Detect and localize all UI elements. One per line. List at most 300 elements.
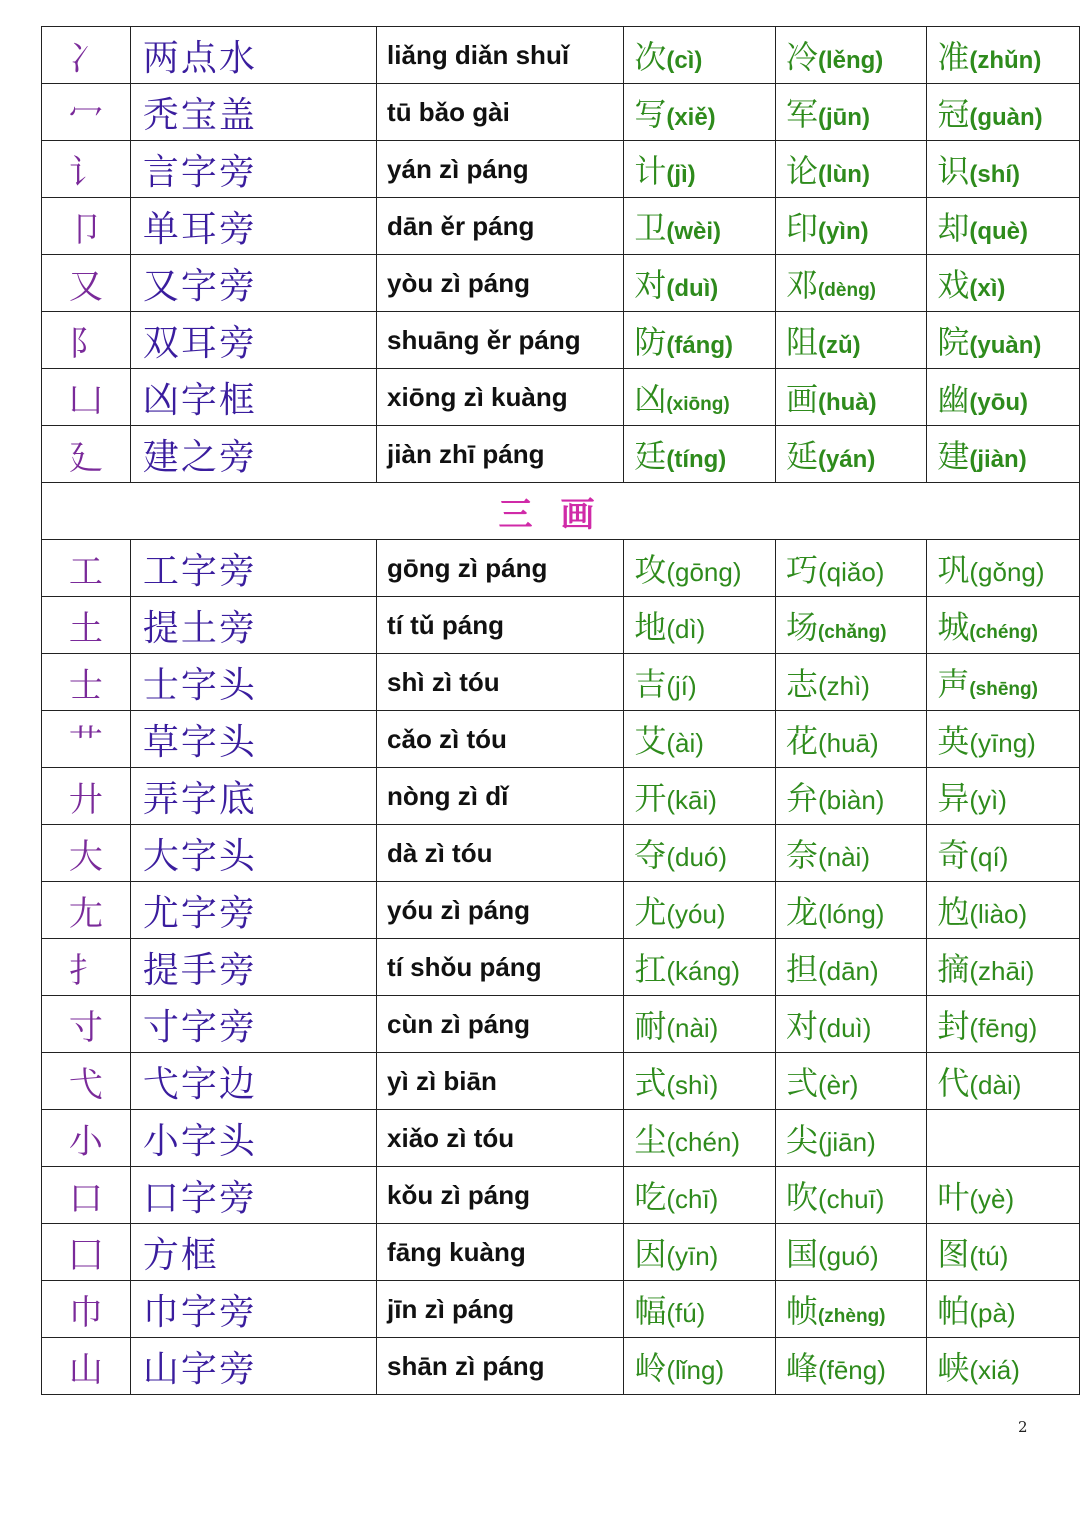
radical-pinyin-cell: fāng kuàng xyxy=(377,1224,624,1281)
example-cell xyxy=(775,654,926,711)
radical-pinyin-cell: kǒu zì páng xyxy=(377,1167,624,1224)
example-character: 图 xyxy=(937,1235,970,1273)
example-pinyin: (yè) xyxy=(969,1184,1015,1214)
example-character: 场 xyxy=(785,608,818,646)
radical-pinyin-cell: shān zì páng xyxy=(377,1338,624,1395)
example-pinyin: (káng) xyxy=(666,956,741,986)
example-character: 巩 xyxy=(937,551,970,589)
example-character: 吹 xyxy=(785,1178,818,1216)
example-cell xyxy=(775,1338,926,1395)
example-pinyin: (zhèng) xyxy=(817,1306,886,1327)
table-row xyxy=(42,996,1080,1053)
radical-name-cell: 山字旁 xyxy=(130,1338,376,1395)
table-row xyxy=(42,768,1080,825)
radical-cell: 廾 xyxy=(42,768,131,825)
example-character: 摘 xyxy=(937,950,970,988)
example-cell xyxy=(775,141,926,198)
example-character: 对 xyxy=(634,266,667,304)
example-pinyin: (duì) xyxy=(817,1013,872,1043)
example-cell xyxy=(775,882,926,939)
example-character: 冠 xyxy=(937,95,970,133)
page-number: 2 xyxy=(1018,1418,1028,1436)
radical-name-cell: 弋字边 xyxy=(130,1053,376,1110)
example-pinyin: (xiá) xyxy=(969,1355,1020,1385)
example-cell xyxy=(624,426,776,483)
example-character: 封 xyxy=(937,1007,970,1045)
example-cell xyxy=(775,1167,926,1224)
example-pinyin: (zhì) xyxy=(817,671,870,701)
radical-name-cell: 建之旁 xyxy=(130,426,376,483)
example-cell xyxy=(775,84,926,141)
example-pinyin: (chuī) xyxy=(817,1184,885,1214)
table-row xyxy=(42,540,1080,597)
example-cell xyxy=(927,939,1080,996)
radical-name-cell: 口字旁 xyxy=(130,1167,376,1224)
example-character: 幽 xyxy=(937,380,970,418)
example-cell xyxy=(624,255,776,312)
example-pinyin: (chén) xyxy=(666,1127,741,1157)
example-pinyin: (tú) xyxy=(969,1241,1009,1271)
radical-name-cell: 大字头 xyxy=(130,825,376,882)
example-pinyin: (liào) xyxy=(969,899,1028,929)
example-cell xyxy=(624,1281,776,1338)
table-row xyxy=(42,312,1080,369)
section-header: 三画 xyxy=(42,483,1080,540)
example-cell xyxy=(624,825,776,882)
example-cell xyxy=(927,84,1080,141)
table-row xyxy=(42,369,1080,426)
example-cell xyxy=(624,882,776,939)
radical-cell: 艹 xyxy=(42,711,131,768)
example-pinyin: (gǒng) xyxy=(969,557,1045,587)
example-cell xyxy=(775,996,926,1053)
example-cell xyxy=(624,1224,776,1281)
example-cell xyxy=(624,540,776,597)
example-character: 吃 xyxy=(634,1178,667,1216)
example-pinyin: (jí) xyxy=(666,671,697,701)
example-cell xyxy=(624,1053,776,1110)
example-pinyin: (yōu) xyxy=(969,389,1029,416)
example-cell xyxy=(927,1167,1080,1224)
example-character: 军 xyxy=(785,95,818,133)
radical-cell: 廴 xyxy=(42,426,131,483)
example-pinyin: (guó) xyxy=(817,1241,879,1271)
table-row xyxy=(42,711,1080,768)
example-pinyin: (qí) xyxy=(969,842,1009,872)
radical-pinyin-cell: tū bǎo gài xyxy=(377,84,624,141)
example-cell xyxy=(927,1338,1080,1395)
example-character: 阻 xyxy=(785,323,818,361)
example-pinyin: (pà) xyxy=(969,1298,1016,1328)
radical-cell: 凵 xyxy=(42,369,131,426)
table-row xyxy=(42,825,1080,882)
example-cell xyxy=(624,1338,776,1395)
example-pinyin: (shí) xyxy=(969,161,1021,188)
example-character: 尥 xyxy=(937,893,970,931)
example-pinyin: (dèng) xyxy=(817,280,877,301)
example-character: 印 xyxy=(785,209,818,247)
example-cell xyxy=(927,597,1080,654)
example-character: 戏 xyxy=(937,266,970,304)
example-cell xyxy=(927,27,1080,84)
example-pinyin: (shì) xyxy=(666,1070,719,1100)
example-cell xyxy=(775,825,926,882)
example-pinyin: (wèi) xyxy=(666,218,721,245)
example-character: 对 xyxy=(785,1007,818,1045)
example-character: 代 xyxy=(937,1064,970,1102)
example-cell xyxy=(775,1053,926,1110)
radical-name-cell: 工字旁 xyxy=(130,540,376,597)
example-cell xyxy=(927,654,1080,711)
example-character: 峡 xyxy=(937,1349,970,1387)
radical-pinyin-cell: tí shǒu páng xyxy=(377,939,624,996)
example-pinyin: (cì) xyxy=(666,47,703,74)
table-row xyxy=(42,1224,1080,1281)
example-cell xyxy=(624,27,776,84)
radical-name-cell: 单耳旁 xyxy=(130,198,376,255)
example-pinyin: (dān) xyxy=(817,956,879,986)
example-cell xyxy=(927,711,1080,768)
example-pinyin: (lǐng) xyxy=(666,1355,725,1385)
example-pinyin: (tíng) xyxy=(666,446,727,473)
example-character: 国 xyxy=(785,1235,818,1273)
radical-cell: 小 xyxy=(42,1110,131,1167)
example-cell xyxy=(624,312,776,369)
radical-name-cell: 提手旁 xyxy=(130,939,376,996)
example-pinyin: (duó) xyxy=(666,842,728,872)
example-character: 地 xyxy=(634,608,667,646)
example-pinyin: (jiān) xyxy=(817,1127,876,1157)
radical-cell: 冖 xyxy=(42,84,131,141)
example-character: 延 xyxy=(785,437,818,475)
example-cell xyxy=(927,426,1080,483)
example-character: 论 xyxy=(785,152,818,190)
radical-pinyin-cell: yòu zì páng xyxy=(377,255,624,312)
example-character: 城 xyxy=(937,608,970,646)
radical-pinyin-cell: jiàn zhī páng xyxy=(377,426,624,483)
radical-pinyin-cell: dān ěr páng xyxy=(377,198,624,255)
radical-name-cell: 凶字框 xyxy=(130,369,376,426)
example-pinyin: (yīn) xyxy=(666,1241,719,1271)
radical-pinyin-cell: tí tǔ páng xyxy=(377,597,624,654)
example-cell xyxy=(775,1281,926,1338)
example-character: 尘 xyxy=(634,1121,667,1159)
example-pinyin: (lóng) xyxy=(817,899,885,929)
example-character: 尤 xyxy=(634,893,667,931)
example-character: 奈 xyxy=(785,836,818,874)
example-character: 画 xyxy=(785,380,818,418)
radical-table xyxy=(41,26,1080,1395)
example-character: 建 xyxy=(937,437,970,475)
example-character: 尖 xyxy=(785,1121,818,1159)
section-header-row xyxy=(42,483,1080,540)
example-cell xyxy=(775,27,926,84)
radical-cell: 阝 xyxy=(42,312,131,369)
example-cell xyxy=(927,198,1080,255)
example-pinyin: (yīng) xyxy=(969,728,1036,758)
example-cell xyxy=(927,312,1080,369)
example-cell xyxy=(927,768,1080,825)
table-row xyxy=(42,597,1080,654)
example-pinyin: (zǔ) xyxy=(817,332,861,359)
example-character: 邓 xyxy=(785,266,818,304)
radical-pinyin-cell: cùn zì páng xyxy=(377,996,624,1053)
example-character: 帧 xyxy=(785,1292,818,1330)
example-cell xyxy=(775,1224,926,1281)
radical-pinyin-cell: yóu zì páng xyxy=(377,882,624,939)
radical-pinyin-cell: xiǎo zì tóu xyxy=(377,1110,624,1167)
example-cell xyxy=(927,882,1080,939)
example-character: 却 xyxy=(937,209,970,247)
example-pinyin: (fú) xyxy=(666,1298,706,1328)
radical-name-cell: 双耳旁 xyxy=(130,312,376,369)
table-row xyxy=(42,255,1080,312)
example-pinyin: (fēng) xyxy=(817,1355,886,1385)
radical-name-cell: 方框 xyxy=(130,1224,376,1281)
radical-cell: 口 xyxy=(42,1167,131,1224)
example-pinyin: (fēng) xyxy=(969,1013,1038,1043)
radical-cell: 弋 xyxy=(42,1053,131,1110)
example-pinyin: (shēng) xyxy=(969,679,1038,700)
example-cell xyxy=(775,1110,926,1167)
example-cell xyxy=(624,996,776,1053)
radical-cell: 土 xyxy=(42,597,131,654)
radical-cell: 扌 xyxy=(42,939,131,996)
example-cell xyxy=(624,141,776,198)
radical-cell: 巾 xyxy=(42,1281,131,1338)
radical-pinyin-cell: xiōng zì kuàng xyxy=(377,369,624,426)
example-character: 计 xyxy=(634,152,667,190)
radical-pinyin-cell: shì zì tóu xyxy=(377,654,624,711)
example-cell xyxy=(624,1167,776,1224)
example-pinyin: (jì) xyxy=(666,161,696,188)
table-row xyxy=(42,654,1080,711)
radical-cell: 尢 xyxy=(42,882,131,939)
example-pinyin: (yì) xyxy=(969,785,1007,815)
example-character: 志 xyxy=(785,665,818,703)
example-cell xyxy=(775,768,926,825)
example-cell xyxy=(927,996,1080,1053)
radical-cell: 士 xyxy=(42,654,131,711)
example-cell xyxy=(775,198,926,255)
example-character: 奇 xyxy=(937,836,970,874)
radical-cell: 大 xyxy=(42,825,131,882)
table-row xyxy=(42,1110,1080,1167)
radical-pinyin-cell: yán zì páng xyxy=(377,141,624,198)
example-pinyin: (kāi) xyxy=(666,785,717,815)
example-pinyin: (nài) xyxy=(817,842,870,872)
table-row xyxy=(42,84,1080,141)
example-character: 院 xyxy=(937,323,970,361)
radical-cell: 山 xyxy=(42,1338,131,1395)
example-cell xyxy=(927,369,1080,426)
example-pinyin: (lěng) xyxy=(817,47,884,74)
example-character: 写 xyxy=(634,95,667,133)
radical-table-body xyxy=(42,27,1080,1395)
table-row xyxy=(42,1338,1080,1395)
example-cell xyxy=(927,540,1080,597)
example-cell xyxy=(927,825,1080,882)
example-pinyin: (nài) xyxy=(666,1013,719,1043)
example-cell xyxy=(775,369,926,426)
example-character: 识 xyxy=(937,152,970,190)
table-row xyxy=(42,1281,1080,1338)
radical-cell: 工 xyxy=(42,540,131,597)
example-character: 叶 xyxy=(937,1178,970,1216)
radical-name-cell: 两点水 xyxy=(130,27,376,84)
radical-pinyin-cell: gōng zì páng xyxy=(377,540,624,597)
example-character: 幅 xyxy=(634,1292,667,1330)
table-row xyxy=(42,426,1080,483)
radical-pinyin-cell: dà zì tóu xyxy=(377,825,624,882)
example-character: 凶 xyxy=(634,380,667,418)
example-character: 扛 xyxy=(634,950,667,988)
example-character: 攻 xyxy=(634,551,667,589)
radical-cell: 又 xyxy=(42,255,131,312)
table-row xyxy=(42,1053,1080,1110)
example-character: 巧 xyxy=(785,551,818,589)
example-cell xyxy=(624,1110,776,1167)
example-pinyin: (qiǎo) xyxy=(817,557,885,587)
example-pinyin: (xiě) xyxy=(666,104,716,131)
example-cell xyxy=(775,255,926,312)
example-cell xyxy=(624,711,776,768)
example-cell xyxy=(624,939,776,996)
table-row xyxy=(42,141,1080,198)
radical-pinyin-cell: liǎng diǎn shuǐ xyxy=(377,27,624,84)
table-row xyxy=(42,1167,1080,1224)
example-pinyin: (ài) xyxy=(666,728,704,758)
example-character: 担 xyxy=(785,950,818,988)
example-character: 弁 xyxy=(785,779,818,817)
example-cell xyxy=(927,255,1080,312)
example-cell xyxy=(927,1224,1080,1281)
radical-name-cell: 言字旁 xyxy=(130,141,376,198)
example-cell xyxy=(624,198,776,255)
radical-name-cell: 巾字旁 xyxy=(130,1281,376,1338)
radical-cell: 寸 xyxy=(42,996,131,1053)
example-cell xyxy=(624,597,776,654)
example-character: 防 xyxy=(634,323,667,361)
example-cell xyxy=(624,84,776,141)
example-pinyin: (fáng) xyxy=(666,332,733,359)
example-character: 式 xyxy=(634,1064,667,1102)
radical-cell: 卩 xyxy=(42,198,131,255)
radical-pinyin-cell: cǎo zì tóu xyxy=(377,711,624,768)
example-pinyin: (huà) xyxy=(817,389,877,416)
example-character: 英 xyxy=(937,722,970,760)
example-character: 声 xyxy=(937,665,970,703)
example-cell xyxy=(927,1281,1080,1338)
radical-cell: 讠 xyxy=(42,141,131,198)
example-cell xyxy=(624,768,776,825)
radical-name-cell: 士字头 xyxy=(130,654,376,711)
example-pinyin: (guàn) xyxy=(969,104,1043,131)
example-pinyin: (chī) xyxy=(666,1184,719,1214)
example-character: 准 xyxy=(937,38,970,76)
example-character: 夺 xyxy=(634,836,667,874)
example-cell xyxy=(775,939,926,996)
radical-name-cell: 寸字旁 xyxy=(130,996,376,1053)
example-character: 龙 xyxy=(785,893,818,931)
example-character: 次 xyxy=(634,38,667,76)
example-pinyin: (gōng) xyxy=(666,557,742,587)
example-pinyin: (xì) xyxy=(969,275,1006,302)
radical-cell: 冫 xyxy=(42,27,131,84)
radical-cell: 囗 xyxy=(42,1224,131,1281)
example-cell xyxy=(624,369,776,426)
example-character: 弍 xyxy=(785,1064,818,1102)
example-cell xyxy=(927,141,1080,198)
example-pinyin: (yìn) xyxy=(817,218,869,245)
example-cell xyxy=(775,597,926,654)
example-pinyin: (zhāi) xyxy=(969,956,1035,986)
radical-pinyin-cell: jīn zì páng xyxy=(377,1281,624,1338)
radical-pinyin-cell: shuāng ěr páng xyxy=(377,312,624,369)
example-character: 开 xyxy=(634,779,667,817)
example-pinyin: (chéng) xyxy=(969,622,1038,643)
radical-name-cell: 秃宝盖 xyxy=(130,84,376,141)
example-pinyin: (dì) xyxy=(666,614,706,644)
example-pinyin: (jiàn) xyxy=(969,446,1027,473)
example-cell xyxy=(624,654,776,711)
example-character: 岭 xyxy=(634,1349,667,1387)
table-row xyxy=(42,198,1080,255)
example-pinyin: (dài) xyxy=(969,1070,1022,1100)
example-pinyin: (yóu) xyxy=(666,899,726,929)
example-pinyin: (duì) xyxy=(666,275,719,302)
example-pinyin: (chǎng) xyxy=(817,622,887,643)
example-pinyin: (lùn) xyxy=(817,161,870,188)
example-pinyin: (yán) xyxy=(817,446,876,473)
example-pinyin: (zhǔn) xyxy=(969,47,1042,74)
example-cell xyxy=(775,540,926,597)
example-cell xyxy=(775,426,926,483)
example-cell xyxy=(775,711,926,768)
example-character: 廷 xyxy=(634,437,667,475)
example-pinyin: (huā) xyxy=(817,728,879,758)
table-row xyxy=(42,939,1080,996)
example-pinyin: (jūn) xyxy=(817,104,870,131)
radical-pinyin-cell: nòng zì dǐ xyxy=(377,768,624,825)
radical-name-cell: 小字头 xyxy=(130,1110,376,1167)
example-pinyin: (xiōng) xyxy=(666,394,730,415)
example-pinyin: (èr) xyxy=(817,1070,859,1100)
example-pinyin: (yuàn) xyxy=(969,332,1042,359)
example-pinyin: (biàn) xyxy=(817,785,885,815)
radical-name-cell: 又字旁 xyxy=(130,255,376,312)
radical-name-cell: 提土旁 xyxy=(130,597,376,654)
example-character: 卫 xyxy=(634,209,667,247)
example-character: 峰 xyxy=(785,1349,818,1387)
example-character: 吉 xyxy=(634,665,667,703)
example-character: 冷 xyxy=(785,38,818,76)
example-cell xyxy=(775,312,926,369)
radical-name-cell: 弄字底 xyxy=(130,768,376,825)
example-character: 艾 xyxy=(634,722,667,760)
example-pinyin: (què) xyxy=(969,218,1029,245)
example-character: 异 xyxy=(937,779,970,817)
example-character: 耐 xyxy=(634,1007,667,1045)
example-cell xyxy=(927,1053,1080,1110)
radical-name-cell: 草字头 xyxy=(130,711,376,768)
radical-name-cell: 尤字旁 xyxy=(130,882,376,939)
table-row xyxy=(42,27,1080,84)
example-character: 花 xyxy=(785,722,818,760)
example-cell xyxy=(927,1110,1080,1167)
table-row xyxy=(42,882,1080,939)
example-character: 帕 xyxy=(937,1292,970,1330)
